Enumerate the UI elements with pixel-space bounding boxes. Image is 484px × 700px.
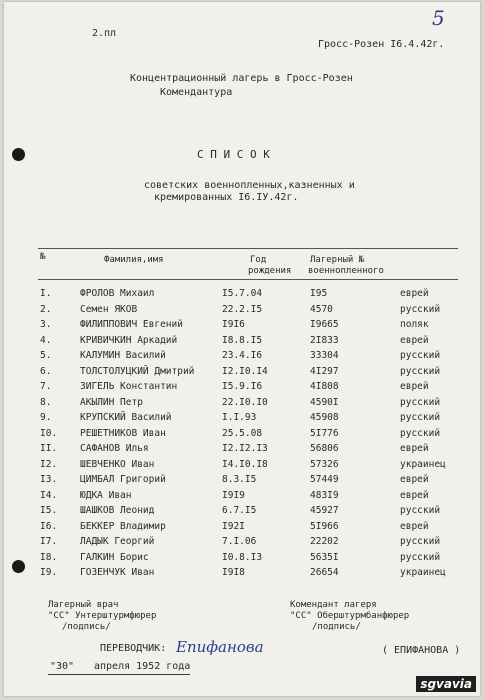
row-camp-number: 45908 bbox=[310, 412, 339, 423]
table-header-rule bbox=[38, 279, 458, 280]
row-name: ТОЛСТОЛУЦКИЙ Дмитрий bbox=[80, 365, 195, 377]
commandant-signature-note: /подпись/ bbox=[312, 622, 361, 632]
table-row bbox=[4, 381, 480, 394]
row-nationality: русский bbox=[400, 365, 441, 377]
row-camp-number: I95 bbox=[310, 288, 328, 299]
row-nationality: русский bbox=[400, 427, 441, 439]
row-birth: 25.5.08 bbox=[222, 427, 263, 439]
row-camp-number: 56806 bbox=[310, 443, 339, 454]
row-nationality: еврей bbox=[400, 520, 429, 532]
row-camp-number: 4570 bbox=[310, 303, 333, 315]
copy-mark: 2.пл bbox=[92, 28, 117, 39]
row-nationality: русский bbox=[400, 505, 441, 516]
row-birth: I2.I2.I3 bbox=[222, 443, 268, 454]
row-camp-number: 5I966 bbox=[310, 520, 339, 532]
row-number: I9. bbox=[40, 567, 58, 578]
table-row bbox=[4, 552, 480, 565]
row-name: САФАНОВ Илья bbox=[80, 443, 149, 454]
row-nationality: еврей bbox=[400, 334, 429, 346]
row-name: ФИЛИППОВИЧ Евгений bbox=[80, 319, 183, 330]
row-number: I. bbox=[40, 288, 52, 299]
row-name: ШАШКОВ Леонид bbox=[80, 505, 155, 516]
row-nationality: украинец bbox=[400, 567, 446, 578]
row-number: II. bbox=[40, 443, 58, 454]
row-number: 3. bbox=[40, 319, 52, 330]
commandant-title: Комендант лагеря bbox=[290, 600, 377, 610]
row-nationality: еврей bbox=[400, 381, 429, 392]
table-row bbox=[4, 505, 480, 518]
header-birth-year-2: рождения bbox=[248, 266, 292, 276]
header-name: Фамилия,имя bbox=[104, 255, 164, 265]
table-row bbox=[4, 397, 480, 410]
row-camp-number: 22202 bbox=[310, 536, 339, 547]
row-number: 4. bbox=[40, 334, 52, 346]
table-row bbox=[4, 335, 480, 348]
row-number: I0. bbox=[40, 427, 58, 439]
row-camp-number: 4590I bbox=[310, 396, 339, 408]
row-nationality: еврей bbox=[400, 443, 429, 454]
row-birth: I2.I0.I4 bbox=[222, 365, 268, 377]
row-birth: I.I.93 bbox=[222, 412, 257, 423]
row-birth: I5.9.I6 bbox=[222, 381, 263, 392]
translator-label: ПЕРЕВОДЧИК: bbox=[100, 643, 167, 654]
row-number: 9. bbox=[40, 412, 52, 423]
row-camp-number: 2I833 bbox=[310, 334, 339, 346]
row-birth: 22.2.I5 bbox=[222, 303, 263, 315]
row-birth: I9I6 bbox=[222, 319, 245, 330]
row-number: 2. bbox=[40, 303, 52, 315]
date-underline bbox=[48, 674, 190, 675]
row-number: 7. bbox=[40, 381, 52, 392]
row-birth: 23.4.I6 bbox=[222, 350, 263, 361]
row-number: I3. bbox=[40, 474, 58, 485]
row-birth: I92I bbox=[222, 520, 245, 532]
handwritten-page-number: 5 bbox=[432, 6, 445, 30]
row-nationality: еврей bbox=[400, 288, 429, 299]
row-nationality: поляк bbox=[400, 319, 429, 330]
row-camp-number: 26654 bbox=[310, 567, 339, 578]
row-birth: I4.I0.I8 bbox=[222, 458, 268, 470]
row-number: I2. bbox=[40, 458, 58, 470]
doctor-title: Лагерный врач bbox=[48, 600, 119, 610]
row-nationality: русский bbox=[400, 551, 441, 563]
table-row bbox=[4, 350, 480, 363]
doctor-signature-note: /подпись/ bbox=[62, 622, 111, 632]
row-nationality: русский bbox=[400, 303, 441, 315]
row-nationality: еврей bbox=[400, 474, 429, 485]
row-name: БЕККЕР Владимир bbox=[80, 520, 166, 532]
row-nationality: русский bbox=[400, 396, 441, 408]
translator-handwritten-signature: Епифанова bbox=[176, 638, 264, 656]
row-nationality: еврей bbox=[400, 489, 429, 501]
row-camp-number: 5I776 bbox=[310, 427, 339, 439]
table-row bbox=[4, 428, 480, 441]
header-camp-number-1: Лагерный № bbox=[310, 255, 365, 265]
row-number: 6. bbox=[40, 365, 52, 377]
document-page bbox=[4, 2, 480, 696]
row-number: I4. bbox=[40, 489, 58, 501]
row-name: ЦИМБАЛ Григорий bbox=[80, 474, 166, 485]
row-name: КРИВИЧКИН Аркадий bbox=[80, 334, 178, 346]
row-nationality: русский bbox=[400, 350, 441, 361]
translator-name: ( ЕПИФАНОВА ) bbox=[382, 645, 461, 656]
document-title: С П И С О К bbox=[197, 148, 270, 161]
table-row bbox=[4, 490, 480, 503]
row-birth: 22.I0.I0 bbox=[222, 396, 268, 408]
row-camp-number: 4I808 bbox=[310, 381, 339, 392]
row-name: ГОЗЕНЧУК Иван bbox=[80, 567, 155, 578]
row-birth: I5.7.04 bbox=[222, 288, 263, 299]
table-row bbox=[4, 443, 480, 456]
table-row bbox=[4, 366, 480, 379]
row-number: I5. bbox=[40, 505, 58, 516]
row-name: ГАЛКИН Борис bbox=[80, 551, 149, 563]
table-row bbox=[4, 319, 480, 332]
row-birth: 7.I.06 bbox=[222, 536, 257, 547]
table-top-rule bbox=[38, 248, 458, 249]
row-name: ЮДКА Иван bbox=[80, 489, 132, 501]
row-camp-number: 45927 bbox=[310, 505, 339, 516]
table-row bbox=[4, 459, 480, 472]
row-nationality: русский bbox=[400, 412, 441, 423]
row-name: АКЫЛИН Петр bbox=[80, 396, 143, 408]
punch-hole-top bbox=[12, 148, 25, 161]
organization-line-1: Концентрационный лагерь в Гросс-Розен bbox=[130, 73, 353, 84]
row-name: ЛАДЫК Георгий bbox=[80, 536, 155, 547]
row-nationality: русский bbox=[400, 536, 441, 547]
table-row bbox=[4, 474, 480, 487]
document-subtitle-line-2: кремированных I6.IУ.42г. bbox=[154, 192, 299, 203]
header-camp-number-2: военнопленного bbox=[308, 266, 384, 276]
header-number: № bbox=[40, 252, 46, 262]
row-number: 8. bbox=[40, 396, 52, 408]
row-camp-number: 4I297 bbox=[310, 365, 339, 377]
row-birth: I9I8 bbox=[222, 567, 245, 578]
row-name: ФРОЛОВ Михаил bbox=[80, 288, 155, 299]
header-birth-year-1: Год bbox=[250, 255, 267, 265]
row-camp-number: I9665 bbox=[310, 319, 339, 330]
commandant-rank: "СС" Оберштурмбанфюрер bbox=[290, 611, 410, 621]
row-camp-number: 5635I bbox=[310, 551, 339, 563]
table-row bbox=[4, 412, 480, 425]
place-date: Гросс-Розен I6.4.42г. bbox=[318, 39, 445, 50]
document-subtitle-line-1: советских военнопленных,казненных и bbox=[144, 180, 355, 191]
row-birth: 8.3.I5 bbox=[222, 474, 257, 485]
row-name: Семен ЯКОВ bbox=[80, 303, 138, 315]
row-name: ШЕВЧЕНКО Иван bbox=[80, 458, 155, 470]
row-camp-number: 57326 bbox=[310, 458, 339, 470]
row-number: I8. bbox=[40, 551, 58, 563]
row-camp-number: 57449 bbox=[310, 474, 339, 485]
row-name: РЕШЕТНИКОВ Иван bbox=[80, 427, 166, 439]
row-name: ЗИГЕЛЬ Константин bbox=[80, 381, 178, 392]
row-number: 5. bbox=[40, 350, 52, 361]
row-birth: I8.8.I5 bbox=[222, 334, 263, 346]
doctor-rank: "СС" Унтерштурмфюрер bbox=[48, 611, 157, 621]
row-camp-number: 33304 bbox=[310, 350, 339, 361]
row-name: КАЛУМИН Василий bbox=[80, 350, 166, 361]
organization-line-2: Комендантура bbox=[160, 87, 233, 98]
row-nationality: украинец bbox=[400, 458, 446, 470]
table-row bbox=[4, 536, 480, 549]
table-row bbox=[4, 288, 480, 301]
row-name: КРУПСКИЙ Василий bbox=[80, 412, 172, 423]
table-row bbox=[4, 567, 480, 580]
table-row bbox=[4, 304, 480, 317]
date-rest: апреля 1952 года bbox=[94, 661, 191, 672]
row-birth: I0.8.I3 bbox=[222, 551, 263, 563]
site-watermark: sgvavia bbox=[416, 676, 476, 692]
date-day: "30" bbox=[50, 661, 75, 672]
row-camp-number: 483I9 bbox=[310, 489, 339, 501]
row-birth: 6.7.I5 bbox=[222, 505, 257, 516]
row-birth: I9I9 bbox=[222, 489, 245, 501]
table-row bbox=[4, 521, 480, 534]
row-number: I7. bbox=[40, 536, 58, 547]
row-number: I6. bbox=[40, 520, 58, 532]
